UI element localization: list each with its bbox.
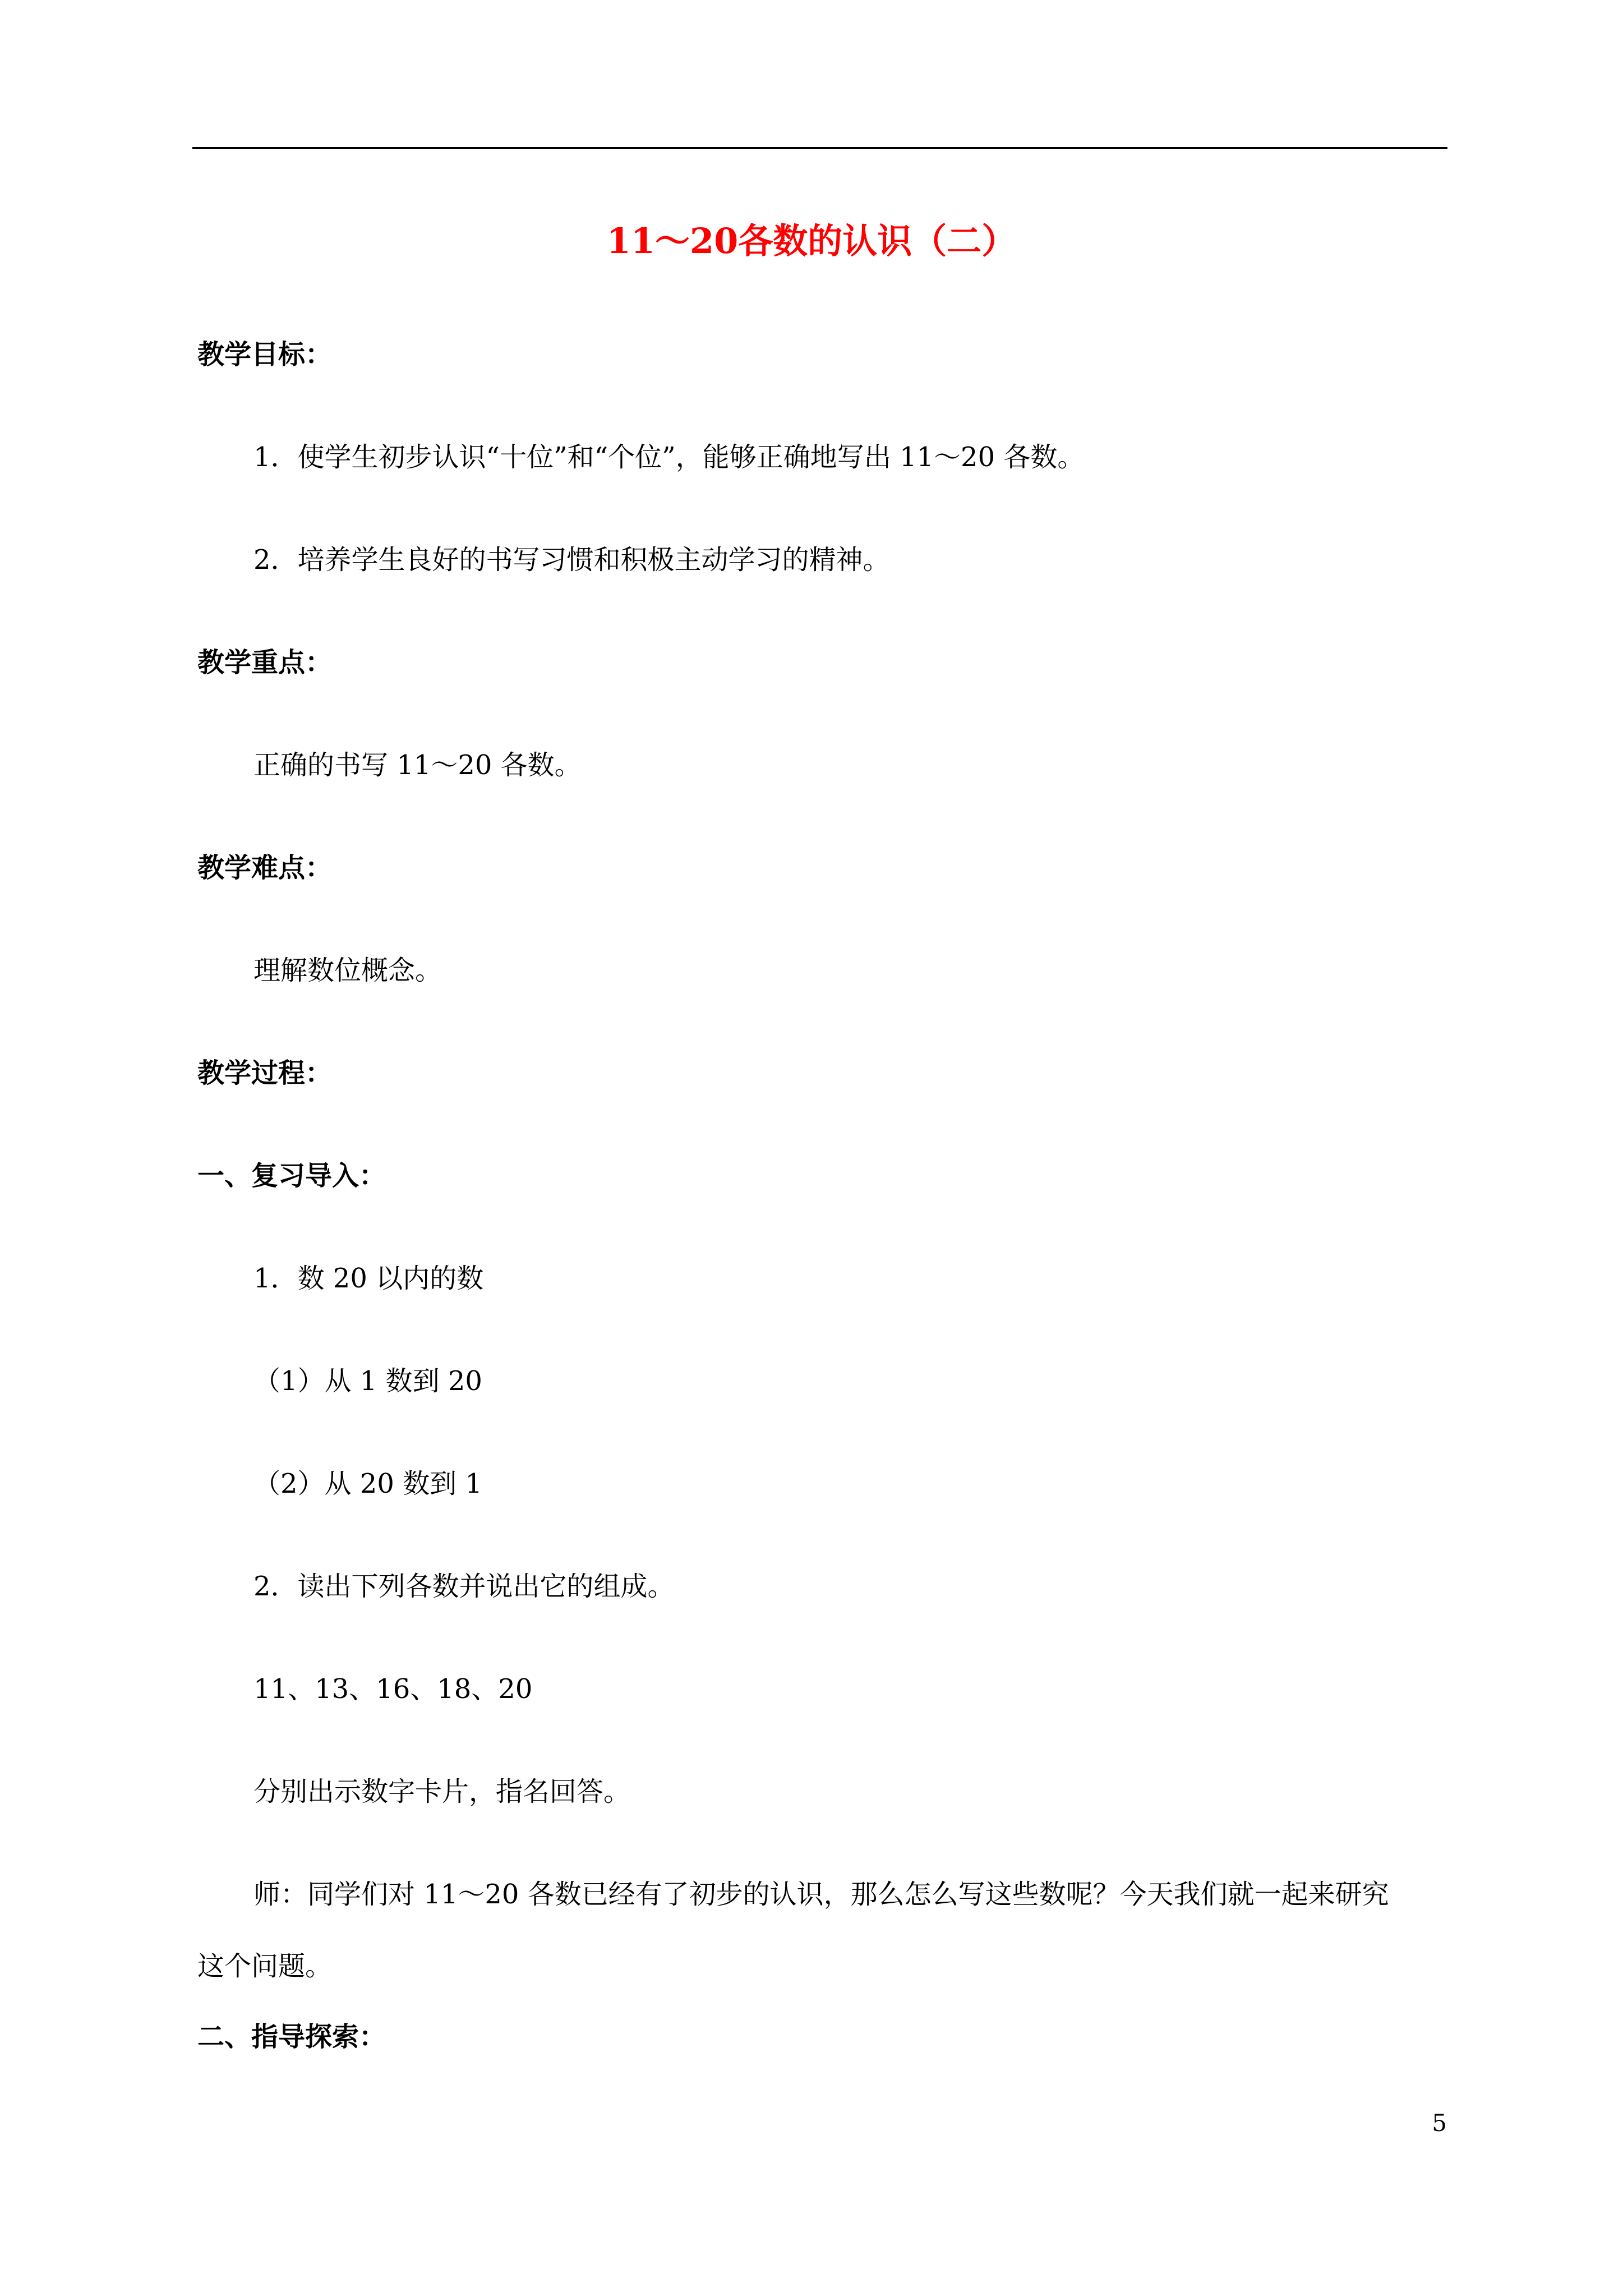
objective-1: 1．使学生初步认识“十位”和“个位”，能够正确地写出 11～20 各数。	[253, 441, 1085, 473]
step-1: 1．数 20 以内的数	[253, 1263, 484, 1294]
step-1-2: （2）从 20 数到 1	[253, 1468, 482, 1499]
cards-instruction: 分别出示数字卡片，指名回答。	[253, 1776, 631, 1807]
page-number: 5	[1432, 2109, 1447, 2137]
objectives-heading: 教学目标：	[197, 339, 333, 370]
header-rule	[192, 147, 1447, 149]
number-list: 11、13、16、18、20	[253, 1673, 533, 1705]
process-heading: 教学过程：	[197, 1057, 333, 1089]
teacher-line-2: 这个问题。	[197, 1950, 333, 1982]
objective-2: 2．培养学生良好的书写习惯和积极主动学习的精神。	[253, 544, 890, 576]
key-point-text: 正确的书写 11～20 各数。	[253, 749, 582, 781]
difficulty-text: 理解数位概念。	[253, 955, 442, 986]
step-1-1: （1）从 1 数到 20	[253, 1365, 482, 1397]
difficulty-heading: 教学难点：	[197, 852, 333, 884]
part1-heading: 一、复习导入：	[197, 1160, 386, 1191]
teacher-paragraph	[197, 1875, 1448, 1986]
teacher-line-1: 师：同学们对 11～20 各数已经有了初步的认识，那么怎么写这些数呢？今天我们就一起来研究	[253, 1879, 1389, 1910]
part2-heading: 二、指导探索：	[197, 2021, 386, 2053]
page-title: 11～20各数的认识（二）	[606, 220, 1017, 261]
key-point-heading: 教学重点：	[197, 647, 333, 678]
step-2: 2．读出下列各数并说出它的组成。	[253, 1571, 675, 1602]
